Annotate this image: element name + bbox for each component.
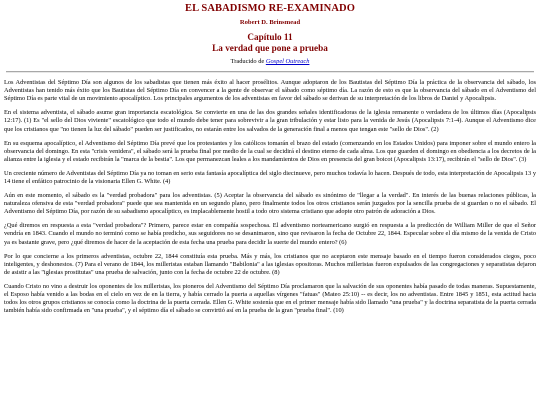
paragraph: En su esquema apocalíptico, el Adventismo del Séptimo Día prevé que los protestantes y los católicos tomarán el brazo del estado (comenzando en los Estados Unidos) para imponer sobre el mundo entero la observancia del domingo. En esta "crisis venidera", el sábado será la prueba final por medio de la cual se decidirá el destino eterno de cada alma. Los que guarden el domingo en obediencia a los decretos de la alianza entre la iglesia y el estado recibirán la "marca de la bestia". Los que permanezcan leales a los mandamientos de Dios en presencia del gran boicot (Apocalipsis 13:17), recibirán el "sello de Dios". (3) [4,139,536,163]
paragraph: Por lo que concierne a los primeros adventistas, octubre 22, 1844 constituía esta prueba. Más y más, los cristianos que no aceptaron este mensaje basado en el tiempo fueron considerados ciegos, poco inteligentes, y deshonestos. (7) Para el verano de 1844, los milleristas estaban llamando "Babilonia" a las iglesias opositoras. Muchos milleristas fueron expulsados de las congregaciones y separatistas dejaron de asistir a las "iglesias prostitutas" una prueba de salvación, junto con la fecha de octubre 22 de octubre. (8) [4,252,536,276]
paragraph: Aún en este momento, el sábado es la "verdad probadora" para los adventistas. (5) Aceptar la observancia del sábado es sinónimo de "llegar a la verdad". En interés de las buenas relaciones públicas, la naturaleza ofensiva de esta "verdad probadora" puede que sea mantenida en un segundo plano, pero finalmente todos los otros cristianos serán juzgados por la sencilla prueba de si guardan o no el sábado. El Adventismo del Séptimo Día, por razón de su sabadismo apocalíptico, es implacablemente hostil a todo otro sistema cristiano que adopte otro patrón de adoración a Dios. [4,192,536,216]
chapter-title: La verdad que pone a prueba [212,43,328,54]
chapter-heading [4,32,536,54]
translation-prefix: Traducido de [230,58,266,66]
translation-credit [4,58,536,65]
divider [6,71,534,73]
paragraph: ¿Qué diremos en respuesta a esta "verdad probadora"? Primero, parece estar en compañía sospechosa. El adventismo norteamericano surgió en respuesta a la predicción de William Miller de que el Señor vendría en 1843. Cuando el mundo no terminó como se había predicho, sus seguidores no se desanimaron, sino que revisaron la fecha de Octubre 22, 1844. Especular sobre el día mismo de la venida de Cristo ya es bastante grave, pero ¿qué diremos de hacer de la aceptación de esta fecha una prueba para decidir la suerte del mundo entero? (6) [4,222,536,246]
paragraph: Los Adventistas del Séptimo Día son algunos de los sabadistas que tienen más éxito al hacer prosélitos. Aunque adoptaron de los Bautistas del Séptimo Día la práctica de la observancia del sábado, los Adventistas han tenido más éxito que los Bautistas del Séptimo Día en convencer a la gente de observar el sábado como séptimo día. La razón de esto es que la observancia del sábado en el Adventismo del Séptimo Día es parte vital de un movimiento apocalíptico. Los principales argumentos de los adventistas en favor del sábado se derivan de su interpretación de los libros de Daniel y Apocalipsis. [4,79,536,103]
chapter-number: Capítulo 11 [247,32,293,42]
paragraph: En el sistema adventista, el sábado asume gran importancia escatológica. Se convierte en una de las dos grandes señales identificadoras de la iglesia remanente o verdadera de los últimos días (Apocalipsis 12:17). (1) Es "el sello del Dios viviente" escatológico que todo el mundo debe tener para sobrevivir a la gran tribulación y estar listo para la venida de Jesús (Apocalipsis 7:1-4). Aunque el Adventismo dice que los cristianos que "no tienen la luz del sábado" pueden ser justificados, no estarán entre los salvados de la generación final a menos que tengan este "sello de Dios". (2) [4,109,536,133]
document-title: EL SABADISMO RE-EXAMINADO [185,3,355,14]
body-text [4,79,536,315]
gospel-outreach-link[interactable]: Gospel Outreach [265,58,310,66]
paragraph: Un creciente número de Adventistas del Séptimo Día ya no toman en serio esta fantasía apocalíptica del siglo diecinueve, pero muchos todavía lo hacen. Después de todo, esta interpretación de Apocalipsis 13 y 14 tiene el enfático patrocinio de la visionaria Ellen G. White. (4) [4,169,536,185]
paragraph: Cuando Cristo no vino a destruir los oponentes de los milleristas, los pioneros del Adventismo del Séptimo Día proclamaron que la salvación de sus oponentes había pasado de todas maneras. Supuestamente, el Esposo había venido a las bodas en el cielo en vez de en la tierra, y había cerrado la puerta a aquellas vírgenes "fatuas" (Mateo 25:10) -- es decir, los no adventistas. Entre 1845 y 1851, esta actitud hacia todos los otros grupos cristianos se conocía como la doctrina de la puerta cerrada. Ellen G. White sostenía que en el primer mensaje había sido llamado "una prueba" y la doctrina separatista de la puerta cerrada también había sido confirmada en "una prueba", y el séptimo día el sábado se convirtió así en la prueba de la gran "prueba final". (10) [4,282,536,315]
author-name: Robert D. Brinsmead [239,19,301,26]
